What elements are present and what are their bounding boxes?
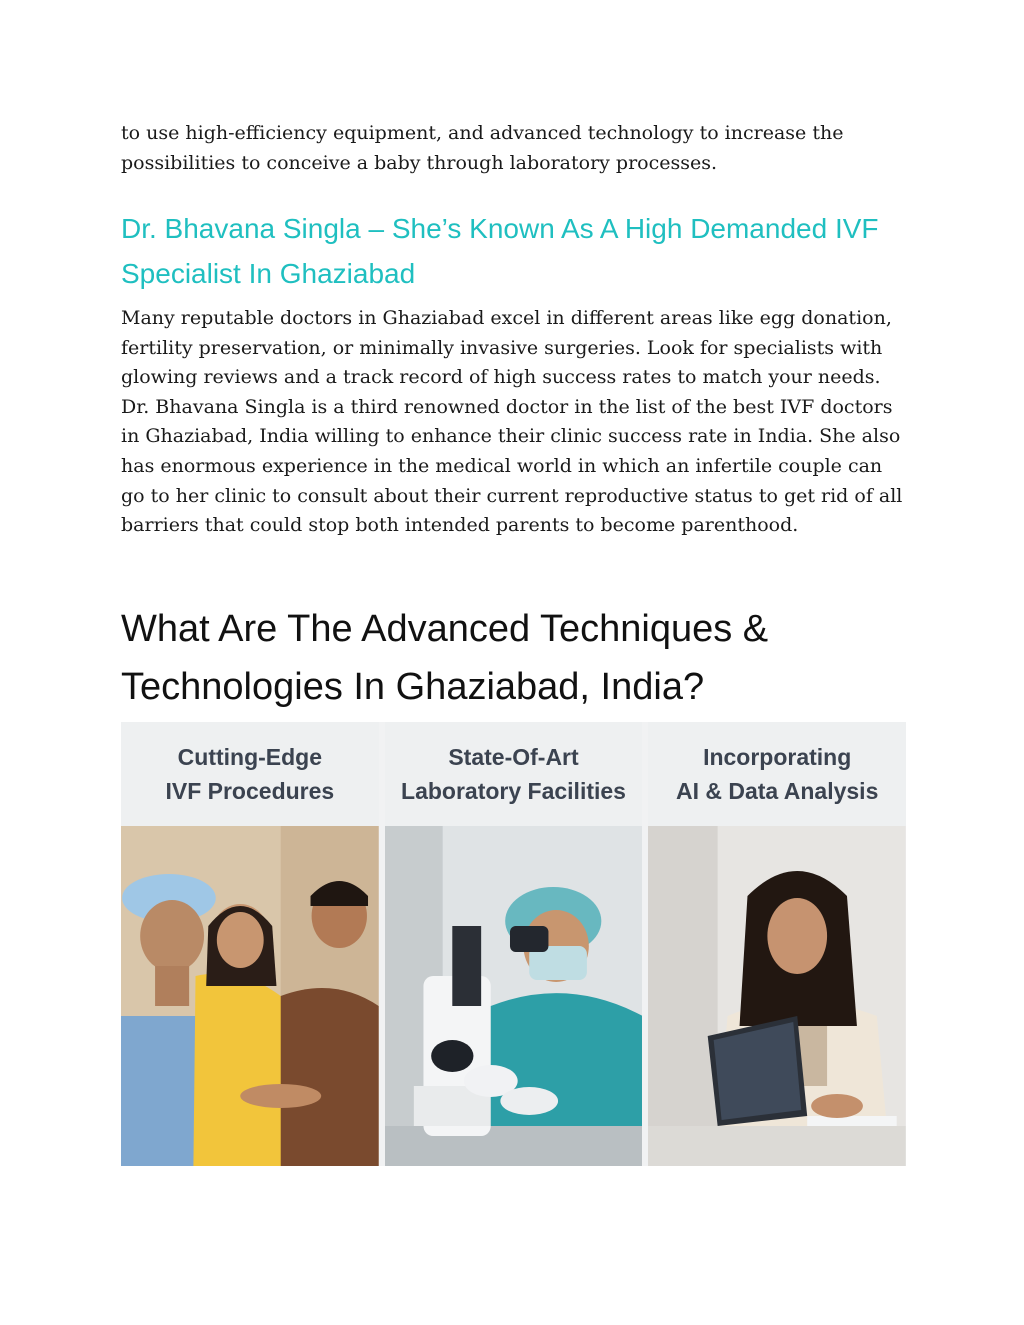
panel-title-line: Laboratory Facilities [401,778,626,804]
photo-lab-technician-microscope [385,826,643,1166]
panel-title-line: AI & Data Analysis [675,778,879,804]
panel-ivf-procedures [121,722,379,1166]
doctor-section-heading: Dr. Bhavana Singla – She’s Known As A High Demanded IVF Specialist In Ghaziabad [121,213,879,289]
data-analysis-illustration [648,826,906,1166]
panel-ai-data-analysis [648,722,906,1166]
panel-title-line: State-Of-Art [448,744,579,770]
panel-title [648,722,906,826]
consultation-illustration [121,826,379,1166]
panel-laboratory-facilities [385,722,643,1166]
panel-title-line: Incorporating [703,744,852,770]
photo-doctor-consulting-couple [121,826,379,1166]
panel-title [121,722,379,826]
panel-title-line: Cutting-Edge [177,744,323,770]
photo-woman-laptop [648,826,906,1166]
doctor-section-paragraph: Many reputable doctors in Ghaziabad excel in different areas like egg donation, fertility preservation, or minimally invasive surgeries. Look for specialists with glowing reviews and a track record of high success rates to match your needs. Dr. Bhavana Singla is a third renowned doctor in the list of the best IVF doctors in Ghaziabad, India willing to enhance their clinic success rate in India. She also has enormous experience in the medical world in which an infertile couple can go to her clinic to consult about their current reproductive status to get rid of all barriers that could stop both intended parents to become parenthood. [121,307,903,537]
techniques-heading: What Are The Advanced Techniques & Technologies In Ghaziabad, India? [121,608,769,708]
techniques-infographic [121,722,906,1166]
panel-title-line: IVF Procedures [165,778,335,804]
laboratory-illustration [385,826,643,1166]
panel-title [385,722,643,826]
intro-paragraph: to use high-efficiency equipment, and advanced technology to increase the possibilities to conceive a baby through laboratory processes. [121,122,844,174]
